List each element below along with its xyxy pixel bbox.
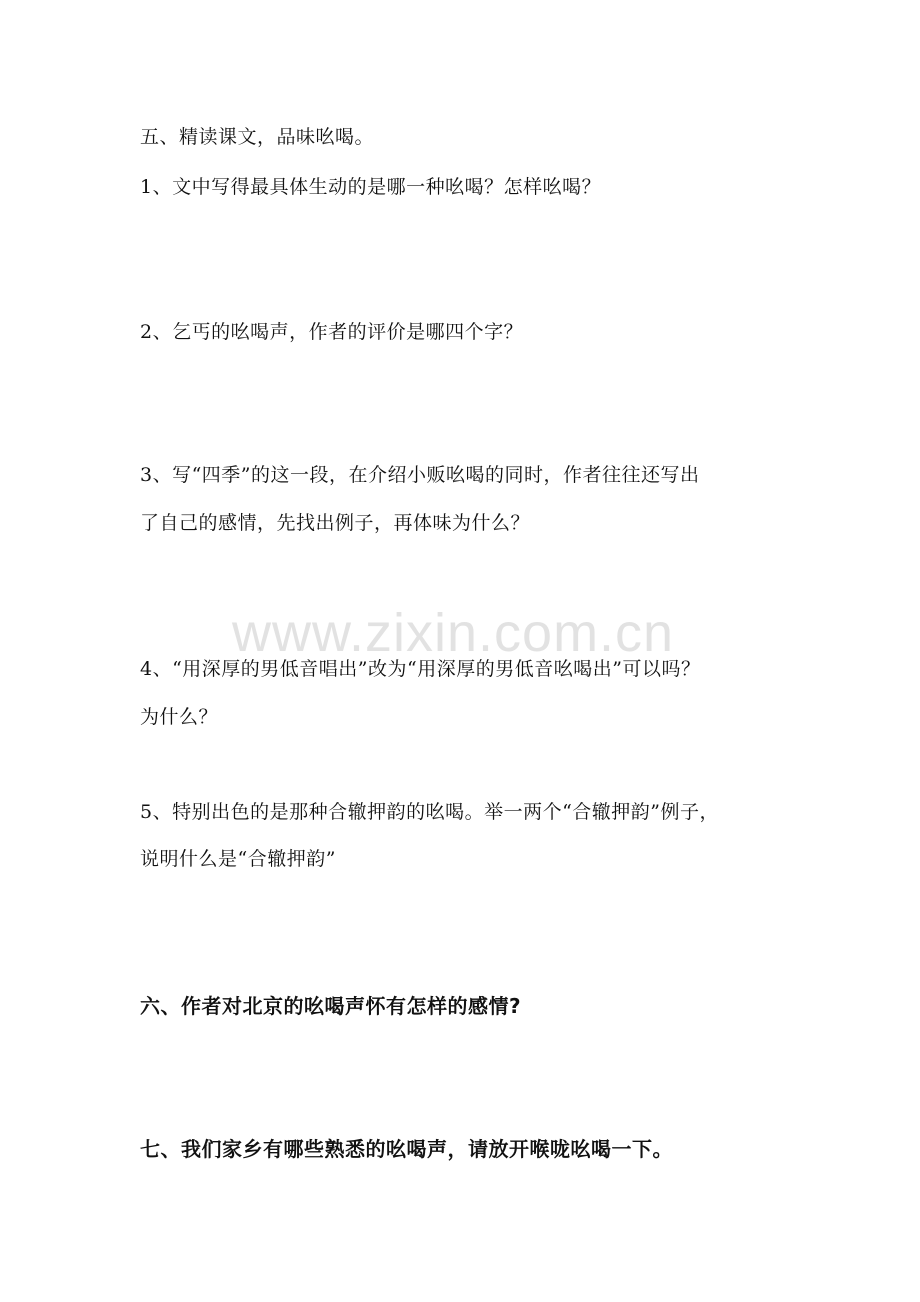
watermark-text: www.zixin.com.cn — [232, 603, 675, 663]
section-5-heading: 五、精读课文，品味吆喝。 — [140, 126, 375, 148]
question-4-line-2: 为什么？ — [140, 706, 219, 728]
question-3-line-2: 了自己的感情，先找出例子，再体味为什么？ — [140, 512, 531, 534]
question-3-line-1: 3、写“四季”的这一段，在介绍小贩吆喝的同时，作者往往还写出 — [140, 464, 700, 486]
question-1: 1、文中写得最具体生动的是哪一种吆喝？怎样吆喝？ — [140, 176, 602, 198]
section-6-heading: 六、作者对北京的吆喝声怀有怎样的感情? — [140, 994, 522, 1018]
question-2: 2、乞丐的吆喝声，作者的评价是哪四个字？ — [140, 321, 524, 343]
question-4-line-1: 4、“用深厚的男低音唱出”改为“用深厚的男低音吆喝出”可以吗？ — [140, 658, 701, 680]
question-5-line-1: 5、特别出色的是那种合辙押韵的吆喝。举一两个“合辙押韵”例子， — [140, 801, 720, 823]
question-5-line-2: 说明什么是“合辙押韵” — [140, 848, 336, 870]
section-7-heading: 七、我们家乡有哪些熟悉的吆喝声，请放开喉咙吆喝一下。 — [140, 1137, 673, 1161]
